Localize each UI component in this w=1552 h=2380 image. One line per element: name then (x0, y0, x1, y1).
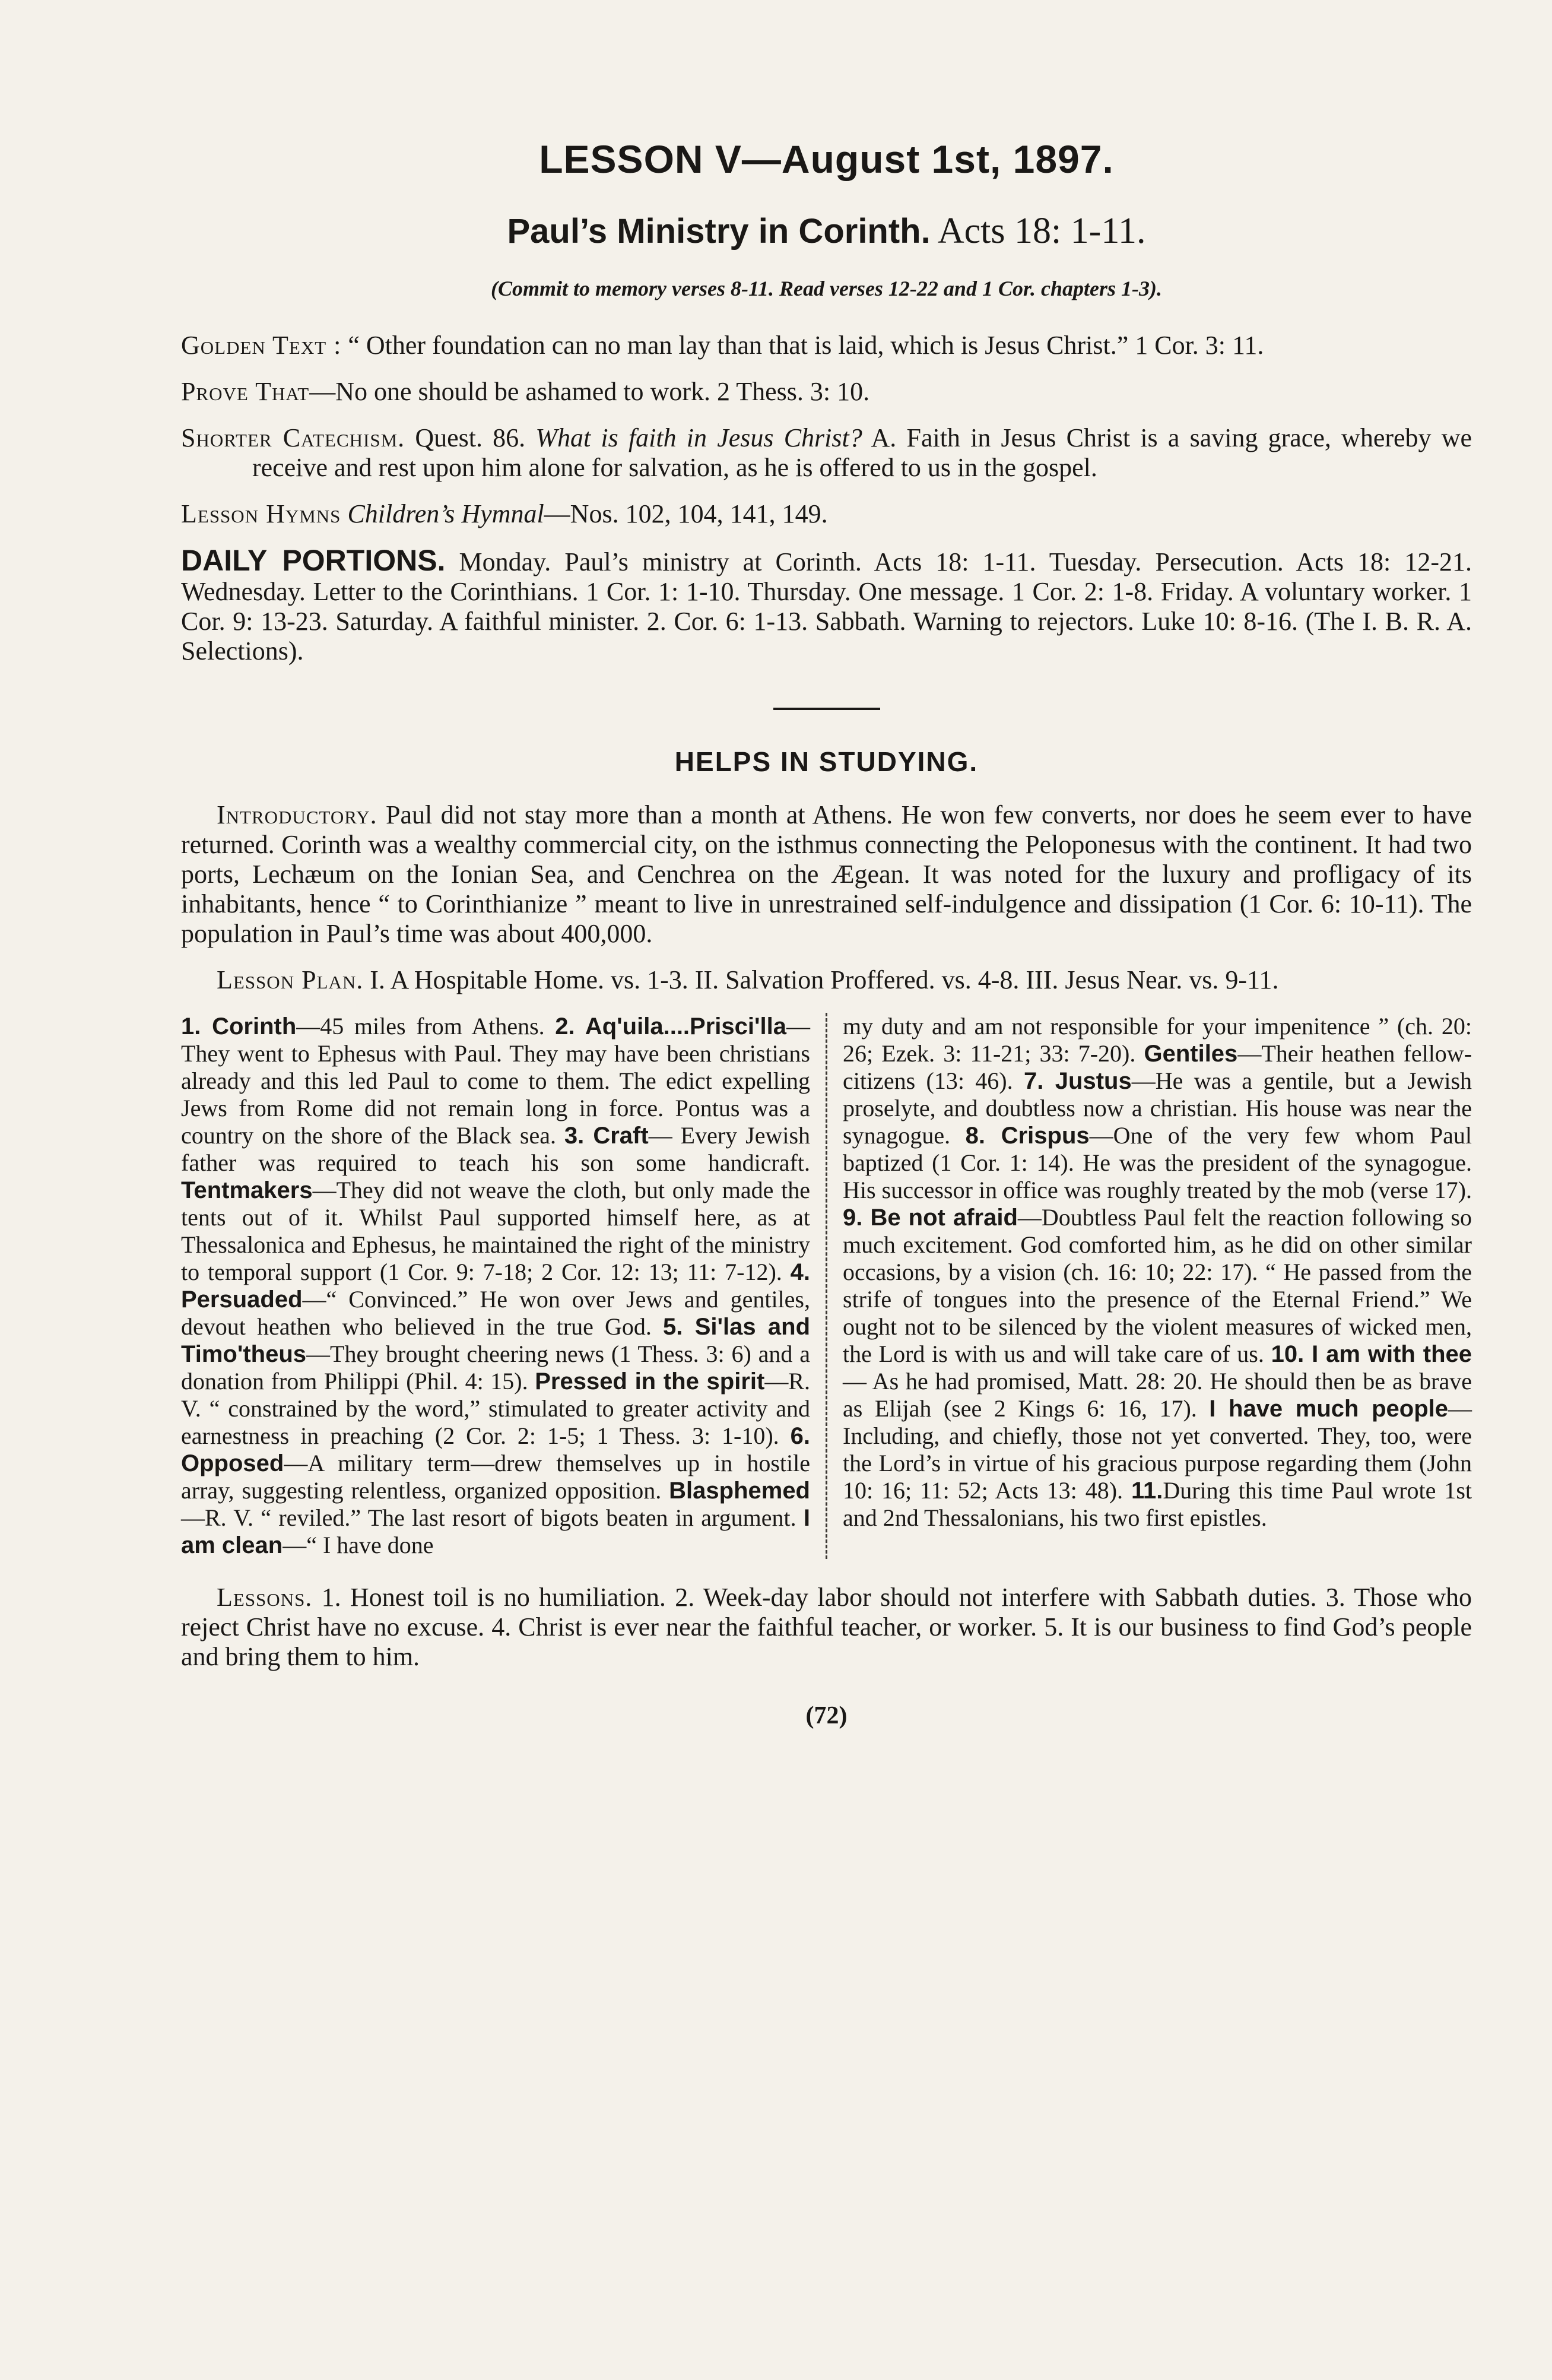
note-head: 5. Si'las and Timo'theus (181, 1314, 810, 1367)
note-head: 11. (1131, 1478, 1163, 1504)
lesson-page (181, 137, 1472, 1730)
prove-that (181, 377, 1472, 407)
memory-note: (Commit to memory verses 8-11. Read verses 12-22 and 1 Cor. chapters 1-3). (491, 277, 1162, 300)
note-head: 2. Aq'uila....Prisci'lla (555, 1013, 786, 1040)
note-head: Pressed in the spirit (535, 1368, 765, 1395)
introductory-body: Paul did not stay more than a month at Athens. He won few converts, nor does he seem ever to have returned. Corinth was a wealthy commercial city, on the isthmus connecting the Peloponesus with the continent. It had two ports, Lechæum on the Ionian Sea, and Cenchrea on the Ægean. It was noted for the luxury and profligacy of its inhabitants, hence “ to Corinthianize ” meant to live in unrestrained self-indulgence and dissipation (1 Cor. 6: 10-11). The population in Paul’s time was about 400,000. (181, 800, 1472, 948)
note-text: —They went to Ephesus with Paul. They may have been christians already and this led Paul to come to them. The edict expelling Jews from Rome did not remain long in force. Pontus was a country on the shore of the Black sea. (181, 1013, 810, 1149)
lesson-hymns (181, 499, 1472, 529)
catechism-answer: A. Faith in Jesus Christ is a saving grace, whereby we receive and rest upon him alone for salvation, as he is offered to us in the gospel. (252, 423, 1472, 482)
helps-title: HELPS IN STUDYING. (674, 746, 979, 777)
catechism-quest: Quest. 86. (415, 423, 526, 452)
note-head: 3. Craft (564, 1123, 649, 1149)
page-number: ( 72 ) (181, 1701, 1472, 1730)
prove-that-body: —No one should be ashamed to work. 2 Thess. 3: 10. (309, 377, 870, 406)
note-text: —He was a gentile, but a Jewish proselyte, and doubtless now a christian. His house was near the synagogue. (843, 1067, 1472, 1149)
note-text: —They brought cheering news (1 Thess. 3: 6) and a donation from Philippi (Phil. 4: 15). (181, 1340, 810, 1395)
note-head: 7. Justus (1023, 1068, 1132, 1094)
lesson-plan (181, 965, 1472, 995)
catechism-question: What is faith in Jesus Christ? (535, 423, 862, 452)
introductory-label: Introductory. (217, 800, 377, 829)
lessons-body: 1. Honest toil is no humiliation. 2. Week-day labor should not interfere with Sabbath duties. 3. Those who reject Christ have no excuse. 4. Christ is ever near the faithful teacher, or worker. 5. It is our business to find God’s people and bring them to him. (181, 1583, 1472, 1671)
note-head: 6. Opposed (181, 1423, 811, 1476)
note-head: Gentiles (1144, 1041, 1238, 1067)
note-text: — As he had promised, Matt. 28: 20. He should then be as brave as Elijah (see 2 Kings 6: 16, 17). (843, 1368, 1472, 1422)
lesson-plan-label: Lesson Plan. (217, 965, 364, 994)
note-text: —“ Convinced.” He won over Jews and gentiles, devout heathen who believed in the true God. (181, 1286, 810, 1340)
note-text: —Their heathen fellow-citizens (13: 46). (843, 1040, 1472, 1094)
note-head: 9. Be not afraid (843, 1205, 1018, 1231)
note-head: 1. Corinth (181, 1013, 297, 1040)
note-text: my duty and am not responsible for your impenitence ” (ch. 20: 26; Ezek. 3: 11-21; 33: 7-20). (843, 1013, 1472, 1067)
notes-columns (181, 1013, 1472, 1559)
note-text: —“ I have done (283, 1532, 434, 1558)
introductory (181, 800, 1472, 949)
hymns-book: Children’s Hymnal (347, 499, 544, 528)
golden-text (181, 331, 1472, 360)
shorter-catechism (181, 423, 1472, 483)
note-text: —Doubtless Paul felt the reaction following so much excitement. God comforted him, as he did on other similar occasions, by a vision (ch. 16: 10; 22: 17). “ He passed from the strife of tongues into the presence of the Eternal Friend.” We ought not to be silenced by the violent measures of wicked men, the Lord is with us and will take care of us. (843, 1204, 1472, 1367)
note-text: —They did not weave the cloth, but only made the tents out of it. Whilst Paul supported himself here, as at Thessalonica and Ephesus, he maintained the right of the ministry to temporal support (1 Cor. 9: 7-18; 2 Cor. 12: 13; 11: 7-12). (181, 1177, 810, 1285)
golden-text-label: Golden Text : (181, 331, 342, 360)
notes-right-column (843, 1013, 1472, 1559)
note-head: 4. Persuaded (181, 1259, 811, 1313)
note-text: —One of the very few whom Paul baptized (1 Cor. 1: 14). He was the president of the synagogue. His successor in office was roughly treated by the mob (verse 17). (843, 1122, 1472, 1203)
note-head: I have much people (1209, 1396, 1449, 1422)
hymns-label: Lesson Hymns (181, 499, 341, 528)
column-divider (826, 1013, 827, 1559)
note-text: — Every Jewish father was required to teach his son some handicraft. (181, 1122, 811, 1176)
note-head: Blasphemed (669, 1478, 810, 1504)
note-head: 8. Crispus (965, 1123, 1090, 1149)
lesson-plan-body: I. A Hospitable Home. vs. 1-3. II. Salvation Proffered. vs. 4-8. III. Jesus Near. vs. 9-11. (370, 965, 1279, 994)
section-divider (773, 708, 880, 710)
note-entry (181, 1177, 810, 1285)
daily-portions (181, 546, 1472, 666)
subtitle-main: Paul’s Ministry in Corinth. (507, 212, 931, 251)
note-text: —R. V. “ constrained by the word,” stimulated to greater activity and earnestness in preaching (2 Cor. 2: 1-5; 1 Thess. 3: 1-10). (181, 1368, 811, 1449)
lesson-subtitle (181, 210, 1472, 252)
note-text: During this time Paul wrote 1st and 2nd Thessalonians, his two first epistles. (843, 1477, 1472, 1531)
catechism-label: Shorter Catechism. (181, 423, 405, 452)
notes-left-column (181, 1013, 810, 1559)
daily-portions-label: DAILY PORTIONS. (181, 544, 446, 577)
subtitle-ref: Acts 18: 1-11. (937, 211, 1146, 251)
note-head: 10. I am with thee (1271, 1341, 1472, 1367)
note-head: Tentmakers (181, 1177, 313, 1203)
note-text: —45 miles from Athens. (296, 1013, 545, 1040)
note-text: —A military term—drew themselves up in hostile array, suggesting relentless, organized opposition. (181, 1450, 810, 1504)
lessons (181, 1583, 1472, 1672)
note-text: —Including, and chiefly, those not yet converted. They, too, were the Lord’s in virtue of his gracious purpose regarding them (John 10: 16; 11: 52; Acts 13: 48). (843, 1395, 1472, 1504)
daily-portions-body: Monday. Paul’s ministry at Corinth. Acts 18: 1-11. Tuesday. Persecution. Acts 18: 12-21. Wednesday. Letter to the Corinthians. 1 Cor. 1: 1-10. Thursday. One message. 1 Cor. 2: 1-8. Friday. A voluntary worker. 1 Cor. 9: 13-23. Saturday. A faithful minister. 2. Cor. 6: 1-13. Sabbath. Warning to rejectors. Luke 10: 8-16. (The I. B. R. A. Selections). (181, 547, 1472, 665)
lessons-label: Lessons. (217, 1583, 313, 1612)
prove-that-label: Prove That (181, 377, 310, 406)
note-entry (181, 1013, 555, 1040)
note-head: I am clean (181, 1505, 811, 1558)
hymns-numbers: —Nos. 102, 104, 141, 149. (544, 499, 828, 528)
lesson-title: LESSON V—August 1st, 1897. (539, 137, 1114, 181)
note-text: —R. V. “ reviled.” The last resort of bigots beaten in argument. (181, 1504, 796, 1531)
golden-text-body: “ Other foundation can no man lay than that is laid, which is Jesus Christ.” 1 Cor. 3: 11. (348, 331, 1264, 360)
